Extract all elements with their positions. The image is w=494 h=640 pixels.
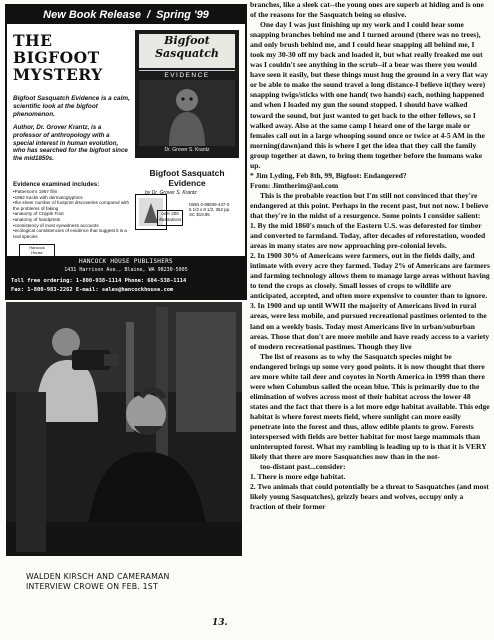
book-subtitle: Bigfoot Sasquatch Evidence (149, 168, 225, 188)
sasquatch-illustration (139, 80, 235, 146)
article-paragraph: One day I was just finishing up my work and I could hear some snapping branches behind me and I turned around (there was no trees), and only brush behind me, and I could hear snapping all behind me, I took my 30-30 off my back and loaded it, but what really freaked me out was I couldn't see anything in the scrub--if a bear was there you would have seen it easily, but these things must hug the ground in a very flat way or be able to make the sound travel a long distance-I believe it(they were) snapping twigs/sticks with one hand( two hands) each, nothing happened and when I loaded my gun the sound stopped. I should have walked toward the sound, but just wanted to get back to the other fellows, so I walked away. Also at the same camp I heard one of the large male or females call out in a large whooping sound once or twice at 4-5 AM in the morning(dawn)and this is where I get the idea that they call the family group together at dawn, to bring them together before the humans wake up. (250, 20, 489, 170)
order-line: Toll free ordering: 1-800-938-1114 Phone: 604-538-1114 (11, 278, 187, 284)
photo-caption: WALDEN KIRSCH AND CAMERAMAN INTERVIEW CROWE ON FEB. 1ST (26, 572, 170, 591)
evidence-item: • anatomy of Cripple Foot (13, 211, 131, 217)
article-paragraph: * Jim Lyding, Feb 8th, 99, Bigfoot: Endangered? (250, 170, 407, 180)
ad-tagline: Bigfoot Sasquatch Evidence is a calm, scientific look at the bigfoot phenomenon. (13, 95, 130, 118)
book-title-line: THE (13, 31, 53, 50)
publisher-address: 1431 Harrison Ave., Blaine, WA 98230-5005 (64, 267, 188, 273)
article-paragraph: This is the probable reaction but I'm still not convinced that they're endangered at this point. Perhaps in the recent past, but not now. I believe that they're in the midst of a resurgence. Some points I consider salient: (250, 190, 489, 220)
publisher-name: HANCOCK HOUSE PUBLISHERS (79, 258, 173, 265)
interview-photo (6, 302, 242, 556)
article-paragraph: From: Jimtherim@aol.com (250, 180, 339, 190)
book-title-line: MYSTERY (13, 65, 103, 84)
article-paragraph: 2. In 1900 30% of Americans were farmers, out in the fields daily, and intimate with every acre they farmed. Today 2% of Americans are farmers and farming technology allows them to manage large areas without having to tend the crops as closely. Small losses of crops to wildlife are anticipated, accepted, and often more expensive to counter than to ignore. (250, 251, 490, 301)
cover-title: Bigfoot Sasquatch (139, 34, 235, 68)
book-author: by Dr. Grover S. Krantz (145, 190, 197, 196)
article-paragraph: The list of reasons as to why the Sasquatch species might be endangered brings up some very good points. it is now thought that there are more white tail deer and coyotes in North America in 1999 than there were when Columbus sailed the ocean blue. This is primarily due to the elimination of wolves across most of their habitat across the lower 48 states and the fact that there is a lot more edge habitat available. This edge habitat is where forest meets field, where sunlight can more easily penetrate into the forest and thus, allow edible plants to grow. Forests interspersed with fields are better habitat for most large mammals than uninterupted forest. What my rambling is leading up to is that it is VERY likely that there are more Sasquatches now than in the not- (250, 351, 490, 462)
cover-subtitle: EVIDENCE (139, 70, 235, 81)
author-blurb: Author, Dr. Grover Krantz, is a professor of anthropology with a special interest in human evolution, who has searched for the bigfoot since the mid1850s. (13, 124, 128, 163)
ad-banner: New Book Release / Spring '99 (7, 6, 245, 24)
cover-author: Dr. Grover S. Krantz (164, 147, 210, 153)
article-paragraph: 1. There is more edge habitat. (250, 472, 346, 482)
banner-left-text: New Book Release (43, 9, 141, 21)
book-cover-image (135, 30, 239, 158)
book-details: ISBN 0-88839-447-0 5 1/2 x 8 1/2, 352 pp. SC $19.95 (189, 202, 231, 218)
fax-line: Fax: 1-800-983-2262 E-mail: sales@hancockhouse.com (11, 287, 174, 293)
article-paragraph: too-distant past...consider: (260, 462, 346, 472)
article-paragraph: 1. By the mid 1860's much of the Eastern U.S. was deforested for timber and converted to farmland. Today, after decades of reforestation, wooded areas in many states are now approaching pre-colonial levels. (250, 221, 486, 251)
publisher-strip (7, 256, 245, 298)
book-advertisement (5, 4, 247, 300)
book-title-line: BIGFOOT (13, 48, 100, 67)
article-column (250, 0, 490, 640)
banner-right-text: Spring '99 (156, 9, 209, 21)
evidence-list (13, 189, 131, 239)
page-number: 13. (212, 618, 228, 628)
evidence-item: • ecological consistencies of evidence that suggest it is a real species (13, 228, 131, 239)
article-paragraph: 3. In 1900 and up until WWII the majority of Americans lived in rural areas, were less mobile, and pursued recreational pastimes oriented to the land on a weekly basis. Today most Americans live in urban/suburban areas. Those that don't are more mobile and have ready access to a variety of modern recreational pastimes. Though they live (250, 301, 490, 351)
article-paragraph: 2. Two animals that could potentially be a threat to Sasquatches (and most likely young Sasquatches), grizzly bears and wolves, occupy only a fraction of their former (250, 482, 489, 512)
book-title (13, 32, 125, 83)
evidence-item: • consistency of most eyewitness accounts (13, 223, 131, 229)
evidence-item: • Patterson's 1967 film (13, 189, 131, 195)
publisher-logo: Hancock House (19, 244, 55, 264)
illustration-badge: over 200 illustrations (157, 210, 183, 226)
evidence-item: • anatomy of handprints (13, 217, 131, 223)
evidence-heading: Evidence examined includes: (13, 181, 100, 188)
evidence-item: • 1982 tracks with dermatoglyphics (13, 195, 131, 201)
evidence-item: • the sheer number of footprint discoveries compared with the problems of faking (13, 200, 131, 211)
article-paragraph: branches, like a sleek cat--the young ones are superb at hiding and is one of the reasons for the Sasquatch being so elusive. (250, 0, 484, 20)
